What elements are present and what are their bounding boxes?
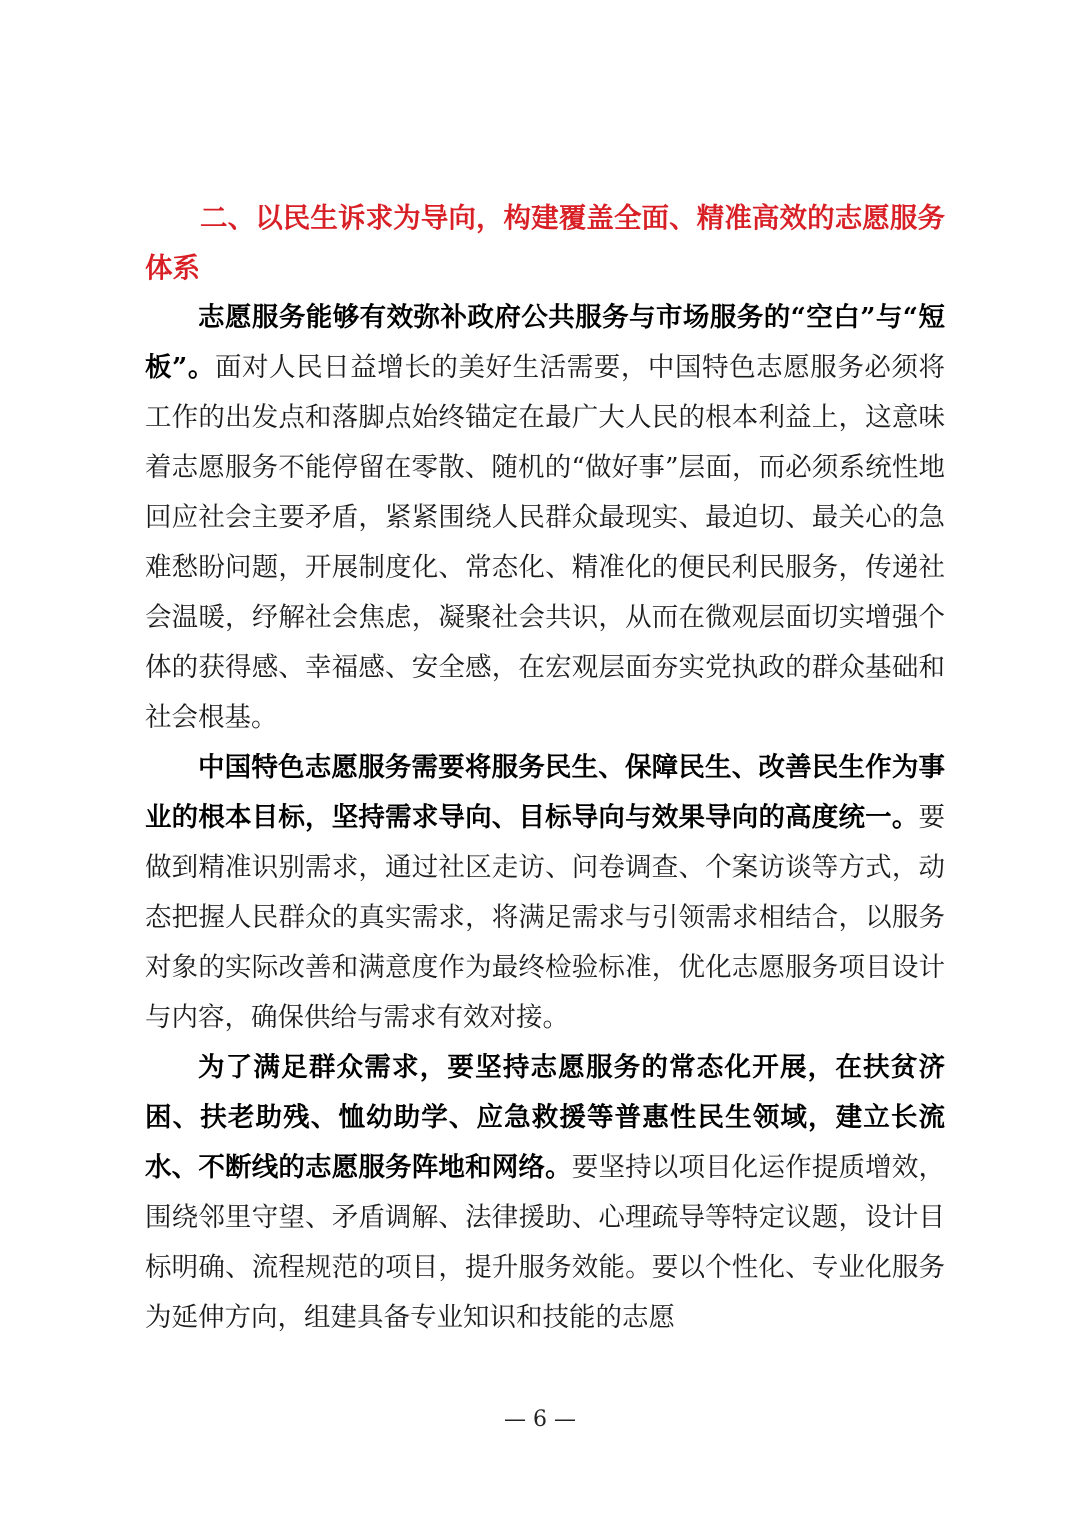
paragraph-3-body: 要坚持以项目化运作提质增效，围绕邻里守望、矛盾调解、法律援助、心理疏导等特定议题，设计目标明确、流程规范的项目，提升服务效能。要以个性化、专业化服务为延伸方向，组建具备专业知识和技能的志愿 <box>145 1152 946 1333</box>
paragraph-1-lead: 志愿服务能够有效弥补政府公共服务与市场服务的“空白”与“短板”。 <box>145 302 945 383</box>
paragraph-2 <box>145 743 945 1043</box>
paragraph-3 <box>145 1043 945 1343</box>
paragraph-1-body: 面对人民日益增长的美好生活需要，中国特色志愿服务必须将工作的出发点和落脚点始终锚定在最广大人民的根本利益上，这意味着志愿服务不能停留在零散、随机的“做好事”层面，而必须系统性地回应社会主要矛盾，紧紧围绕人民群众最现实、最迫切、最关心的急难愁盼问题，开展制度化、常态化、精准化的便民利民服务，传递社会温暖，纾解社会焦虑，凝聚社会共识，从而在微观层面切实增强个体的获得感、幸福感、安全感，在宏观层面夯实党执政的群众基础和社会根基。 <box>145 352 946 733</box>
page-number: — 6 — <box>504 1407 576 1432</box>
paragraph-3-lead: 为了满足群众需求，要坚持志愿服务的常态化开展，在扶贫济困、扶老助残、恤幼助学、应急救援等普惠性民生领域，建立长流水、不断线的志愿服务阵地和网络。 <box>145 1052 945 1183</box>
paragraph-2-body: 要做到精准识别需求，通过社区走访、问卷调查、个案访谈等方式，动态把握人民群众的真实需求，将满足需求与引领需求相结合，以服务对象的实际改善和满意度作为最终检验标准，优化志愿服务项目设计与内容，确保供给与需求有效对接。 <box>145 802 945 1033</box>
paragraph-1 <box>145 293 945 743</box>
section-heading: 二、以民生诉求为导向，构建覆盖全面、精准高效的志愿服务体系 <box>145 202 945 284</box>
paragraph-2-lead: 中国特色志愿服务需要将服务民生、保障民生、改善民生作为事业的根本目标，坚持需求导向、目标导向与效果导向的高度统一。 <box>145 752 945 833</box>
page-content <box>145 193 945 1343</box>
